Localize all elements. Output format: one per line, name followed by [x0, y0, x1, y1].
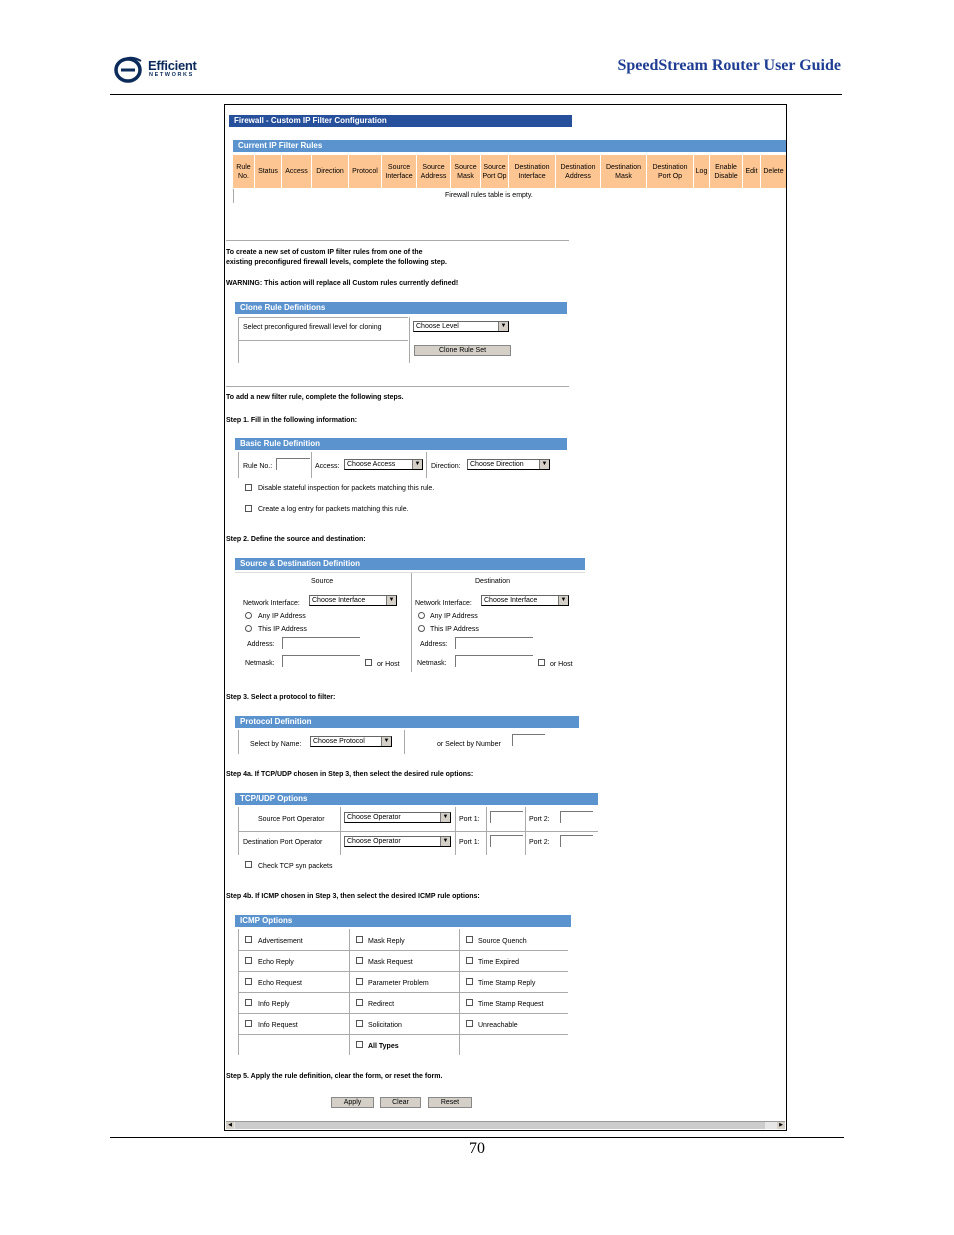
icmp-unreachable-label: Unreachable — [478, 1022, 518, 1029]
icmp-echo-reply-checkbox[interactable] — [245, 957, 252, 964]
icmp-info-reply-label: Info Reply — [258, 1001, 290, 1008]
col-source-mask: Source Mask — [451, 155, 481, 188]
select-value: Choose Operator — [347, 814, 401, 821]
header-divider — [110, 94, 842, 95]
clone-label: Select preconfigured firewall level for cloning — [243, 324, 382, 331]
chevron-down-icon: ▼ — [558, 596, 568, 605]
divider — [226, 240, 569, 241]
reset-button[interactable]: Reset — [428, 1097, 472, 1108]
col-access: Access — [282, 155, 312, 188]
icmp-parameter-problem-label: Parameter Problem — [368, 980, 429, 987]
icmp-solicitation-checkbox[interactable] — [356, 1020, 363, 1027]
source-netmask-label: Netmask: — [245, 660, 275, 667]
select-value: Choose Direction — [470, 461, 524, 468]
divider — [238, 992, 568, 993]
divider — [226, 386, 569, 387]
rules-empty-text: Firewall rules table is empty. — [445, 192, 533, 199]
clone-rule-set-button[interactable]: Clone Rule Set — [414, 345, 511, 356]
logo-word: Efficient — [148, 58, 197, 73]
col-destination-mask: Destination Mask — [601, 155, 647, 188]
direction-select[interactable] — [467, 459, 550, 470]
protocol-by-number-label: or Select by Number — [437, 741, 501, 748]
col-destination-address: Destination Address — [556, 155, 601, 188]
protocol-number-input[interactable] — [512, 734, 545, 746]
source-address-label: Address: — [247, 641, 275, 648]
add-intro-text: To add a new filter rule, complete the following steps. — [226, 394, 404, 401]
intro-line-1: To create a new set of custom IP filter rules from one of the — [226, 249, 423, 256]
icmp-mask-reply-label: Mask Reply — [368, 938, 405, 945]
warning-text: WARNING: This action will replace all Custom rules currently defined! — [226, 280, 459, 287]
destination-netmask-input[interactable] — [455, 655, 533, 667]
dst-port2-input[interactable] — [560, 835, 593, 847]
step3-text: Step 3. Select a protocol to filter: — [226, 694, 336, 701]
divider — [238, 317, 408, 318]
dst-port1-label: Port 1: — [459, 839, 480, 846]
divider — [238, 971, 568, 972]
divider — [235, 572, 585, 573]
col-protocol: Protocol — [349, 155, 382, 188]
icmp-echo-request-label: Echo Request — [258, 980, 302, 987]
scroll-left-icon[interactable]: ◀ — [226, 1122, 234, 1129]
divider — [238, 831, 598, 832]
col-source-port-op: Source Port Op — [481, 155, 509, 188]
divider — [426, 452, 427, 478]
dst-port2-label: Port 2: — [529, 839, 550, 846]
icmp-redirect-checkbox[interactable] — [356, 999, 363, 1006]
protocol-select[interactable] — [310, 736, 392, 747]
src-port2-label: Port 2: — [529, 816, 550, 823]
divider — [238, 1013, 568, 1014]
document-title: SpeedStream Router User Guide — [617, 57, 841, 74]
icmp-source-quench-checkbox[interactable] — [466, 936, 473, 943]
create-log-label: Create a log entry for packets matching this rule. — [258, 506, 409, 513]
source-any-ip-radio[interactable] — [245, 612, 252, 619]
rules-table-left-edge — [233, 189, 234, 203]
source-any-ip-label: Any IP Address — [258, 613, 306, 620]
dst-port1-input[interactable] — [490, 835, 523, 847]
icmp-time-stamp-request-label: Time Stamp Request — [478, 1001, 544, 1008]
chevron-down-icon: ▼ — [539, 460, 549, 469]
step1-text: Step 1. Fill in the following information: — [226, 417, 358, 424]
icmp-time-stamp-request-checkbox[interactable] — [466, 999, 473, 1006]
scroll-thumb[interactable] — [235, 1122, 765, 1129]
col-delete: Delete — [763, 168, 784, 175]
dst-port-operator-select[interactable] — [344, 836, 451, 847]
col-enable-disable: Enable Disable — [710, 155, 743, 188]
col-source-address: Source Address — [417, 155, 451, 188]
select-value: Choose Protocol — [313, 738, 365, 745]
src-port1-label: Port 1: — [459, 816, 480, 823]
icmp-mask-request-checkbox[interactable] — [356, 957, 363, 964]
icmp-echo-reply-label: Echo Reply — [258, 959, 294, 966]
access-label: Access: — [315, 463, 340, 470]
step2-text: Step 2. Define the source and destination: — [226, 536, 366, 543]
col-direction: Direction — [312, 155, 349, 188]
icmp-advertisement-label: Advertisement — [258, 938, 303, 945]
src-port-op-label: Source Port Operator — [258, 816, 325, 823]
horizontal-scrollbar[interactable] — [226, 1121, 785, 1129]
icmp-all-types-label: All Types — [368, 1043, 399, 1050]
source-address-input[interactable] — [282, 637, 360, 649]
destination-address-input[interactable] — [455, 637, 533, 649]
source-interface-select[interactable] — [309, 595, 397, 606]
destination-heading: Destination — [475, 578, 511, 585]
icmp-solicitation-label: Solicitation — [368, 1022, 402, 1029]
icmp-time-stamp-reply-label: Time Stamp Reply — [478, 980, 536, 987]
logo-e-icon — [114, 55, 142, 83]
footer-divider — [110, 1137, 844, 1138]
chevron-down-icon: ▼ — [381, 737, 391, 746]
destination-this-ip-label: This IP Address — [430, 626, 479, 633]
col-status: Status — [255, 155, 282, 188]
destination-address-label: Address: — [420, 641, 448, 648]
destination-netmask-label: Netmask: — [417, 660, 447, 667]
chevron-down-icon: ▼ — [440, 837, 450, 846]
direction-label: Direction: — [431, 463, 461, 470]
firewall-config-window — [224, 104, 787, 1131]
create-log-checkbox[interactable] — [245, 505, 252, 512]
logo-subtext: NETWORKS — [149, 72, 194, 78]
destination-this-ip-radio[interactable] — [418, 625, 425, 632]
icmp-redirect-label: Redirect — [368, 1001, 395, 1008]
select-value: Choose Interface — [484, 597, 538, 604]
disable-stateful-checkbox[interactable] — [245, 484, 252, 491]
divider — [404, 730, 405, 754]
icmp-echo-request-checkbox[interactable] — [245, 978, 252, 985]
basic-rule-bar: Basic Rule Definition — [235, 438, 567, 450]
step5-text: Step 5. Apply the rule definition, clear the form, or reset the form. — [226, 1073, 443, 1080]
col-edit: Edit — [743, 155, 761, 188]
destination-any-ip-radio[interactable] — [418, 612, 425, 619]
rules-table-header — [233, 155, 786, 188]
divider — [238, 340, 408, 341]
chevron-down-icon: ▼ — [386, 596, 396, 605]
source-this-ip-label: This IP Address — [258, 626, 307, 633]
icmp-source-quench-label: Source Quench — [478, 938, 527, 945]
source-this-ip-radio[interactable] — [245, 625, 252, 632]
divider — [311, 452, 312, 478]
divider — [238, 452, 239, 478]
page-number: 70 — [469, 1140, 485, 1157]
rule-no-input[interactable] — [276, 458, 310, 470]
step4a-text: Step 4a. If TCP/UDP chosen in Step 3, then select the desired rule options: — [226, 771, 474, 778]
select-value: Choose Access — [347, 461, 396, 468]
rule-no-label: Rule No.: — [243, 463, 273, 470]
icmp-bar: ICMP Options — [235, 915, 571, 927]
source-or-host-checkbox[interactable] — [365, 659, 372, 666]
clone-bar: Clone Rule Definitions — [235, 302, 567, 314]
icmp-time-expired-label: Time Expired — [478, 959, 519, 966]
destination-ni-label: Network Interface: — [415, 600, 472, 607]
col-source-interface: Source Interface — [382, 155, 417, 188]
dst-port-op-label: Destination Port Operator — [243, 839, 323, 846]
select-value: Choose Level — [416, 323, 459, 330]
source-ni-label: Network Interface: — [243, 600, 300, 607]
current-rules-bar: Current IP Filter Rules — [233, 140, 786, 152]
panel-title: Firewall - Custom IP Filter Configuration — [229, 115, 572, 127]
col-rule-no: Rule No. — [233, 155, 255, 188]
tcp-syn-checkbox[interactable] — [245, 861, 252, 868]
icmp-advertisement-checkbox[interactable] — [245, 936, 252, 943]
icmp-mask-request-label: Mask Request — [368, 959, 413, 966]
src-dst-bar: Source & Destination Definition — [235, 558, 585, 570]
destination-or-host-label: or Host — [550, 661, 573, 668]
select-value: Choose Interface — [312, 597, 366, 604]
tcpudp-bar: TCP/UDP Options — [235, 793, 598, 805]
chevron-down-icon: ▼ — [440, 813, 450, 822]
step4b-text: Step 4b. If ICMP chosen in Step 3, then select the desired ICMP rule options: — [226, 893, 480, 900]
icmp-all-types-checkbox[interactable] — [356, 1041, 363, 1048]
icmp-info-request-checkbox[interactable] — [245, 1020, 252, 1027]
divider — [238, 730, 239, 754]
divider — [409, 317, 410, 363]
intro-line-2: existing preconfigured firewall levels, complete the following step. — [226, 259, 447, 266]
icmp-parameter-problem-checkbox[interactable] — [356, 978, 363, 985]
col-log: Log — [694, 155, 710, 188]
col-destination-interface: Destination Interface — [509, 155, 556, 188]
divider — [411, 572, 412, 672]
protocol-bar: Protocol Definition — [235, 716, 579, 728]
src-port-operator-select[interactable] — [344, 812, 451, 823]
source-heading: Source — [311, 578, 334, 585]
chevron-down-icon: ▼ — [498, 322, 508, 331]
icmp-info-reply-checkbox[interactable] — [245, 999, 252, 1006]
col-destination-port-op: Destination Port Op — [647, 155, 694, 188]
select-value: Choose Operator — [347, 838, 401, 845]
access-select[interactable] — [344, 459, 423, 470]
src-port1-input[interactable] — [490, 811, 523, 823]
scroll-right-icon[interactable]: ▶ — [777, 1122, 785, 1129]
destination-any-ip-label: Any IP Address — [430, 613, 478, 620]
divider — [238, 950, 568, 951]
apply-button[interactable]: Apply — [331, 1097, 374, 1108]
source-netmask-input[interactable] — [282, 655, 360, 667]
chevron-down-icon: ▼ — [412, 460, 422, 469]
divider — [238, 1034, 568, 1035]
src-port2-input[interactable] — [560, 811, 593, 823]
protocol-by-name-label: Select by Name: — [250, 741, 302, 748]
icmp-time-expired-checkbox[interactable] — [466, 957, 473, 964]
icmp-mask-reply-checkbox[interactable] — [356, 936, 363, 943]
icmp-info-request-label: Info Request — [258, 1022, 298, 1029]
source-or-host-label: or Host — [377, 661, 400, 668]
icmp-time-stamp-reply-checkbox[interactable] — [466, 978, 473, 985]
destination-or-host-checkbox[interactable] — [538, 659, 545, 666]
disable-stateful-label: Disable stateful inspection for packets matching this rule. — [258, 485, 435, 492]
clear-button[interactable]: Clear — [380, 1097, 421, 1108]
efficient-networks-logo — [114, 55, 214, 85]
clone-level-select[interactable] — [413, 321, 509, 332]
icmp-unreachable-checkbox[interactable] — [466, 1020, 473, 1027]
tcp-syn-label: Check TCP syn packets — [258, 863, 333, 870]
destination-interface-select[interactable] — [481, 595, 569, 606]
